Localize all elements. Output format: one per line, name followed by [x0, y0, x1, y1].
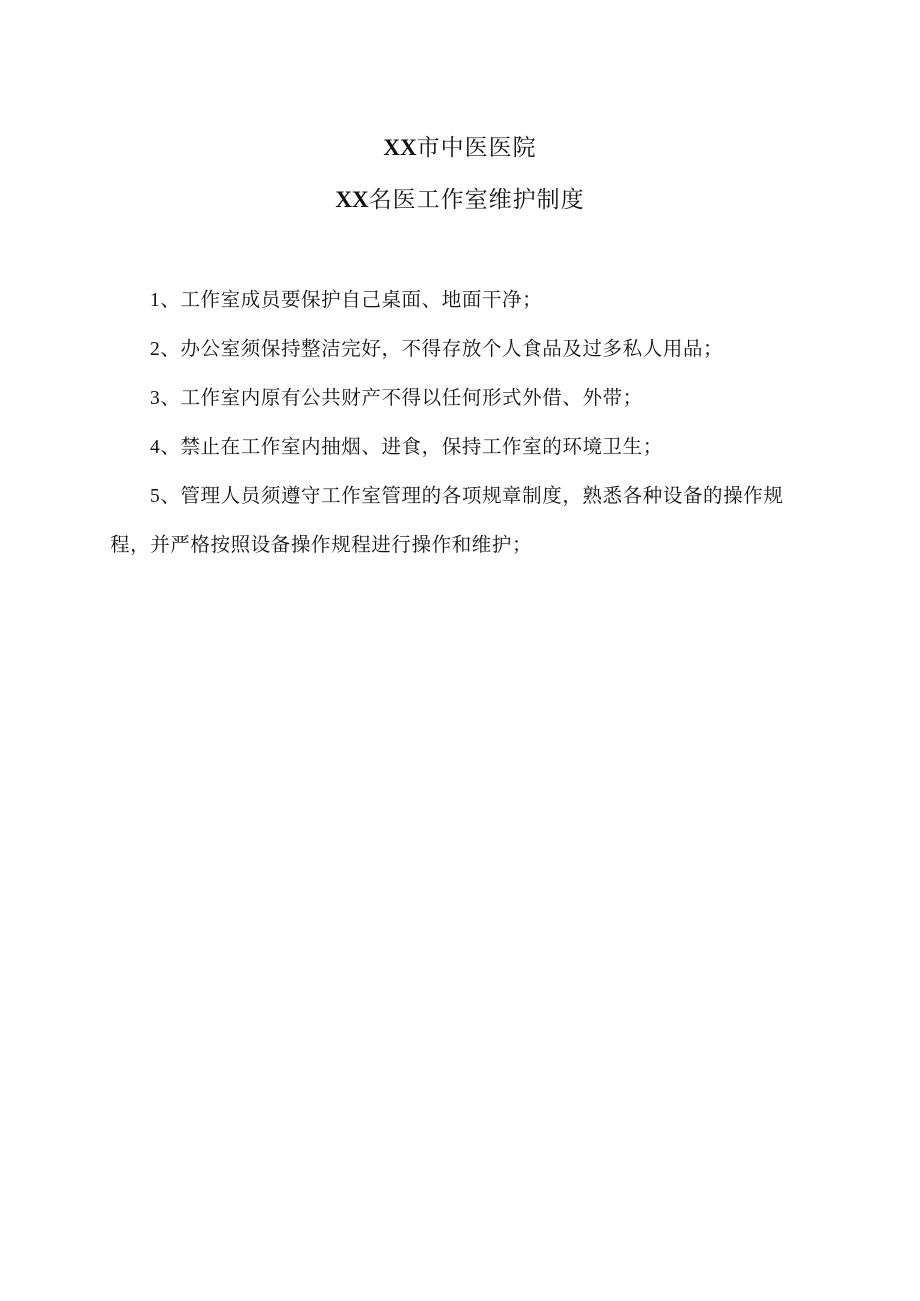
- rule-text: 、办公室须保持整洁完好，不得存放个人食品及过多私人用品；: [160, 337, 724, 360]
- rule-number: 3: [150, 388, 161, 409]
- rule-item-4: [110, 423, 822, 472]
- rule-number: 1: [150, 290, 161, 311]
- subtitle-text: 名医工作室维护制度: [368, 187, 585, 213]
- document-subtitle: [0, 185, 920, 215]
- rule-number: 4: [150, 437, 161, 458]
- rule-item-2: [110, 325, 822, 374]
- subtitle-prefix: XX: [335, 187, 369, 212]
- rule-item-3: [110, 374, 822, 423]
- rule-text: 、禁止在工作室内抽烟、进食，保持工作室的环境卫生；: [160, 435, 663, 458]
- rules-list: [110, 276, 822, 569]
- rule-number: 2: [150, 339, 161, 360]
- title-text: 市中医医院: [416, 135, 537, 161]
- rule-text: 、工作室内原有公共财产不得以任何形式外借、外带；: [160, 386, 643, 409]
- rule-item-5: [110, 472, 822, 569]
- rule-text: 、工作室成员要保护自己桌面、地面干净；: [160, 288, 543, 311]
- rule-item-1: [110, 276, 822, 325]
- title-prefix: XX: [383, 135, 417, 160]
- rule-text: 、管理人员须遵守工作室管理的各项规章制度，熟悉各种设备的操作规程，并严格按照设备操作规程进行操作和维护；: [110, 484, 784, 556]
- document-title: [0, 133, 920, 163]
- rule-number: 5: [150, 486, 161, 507]
